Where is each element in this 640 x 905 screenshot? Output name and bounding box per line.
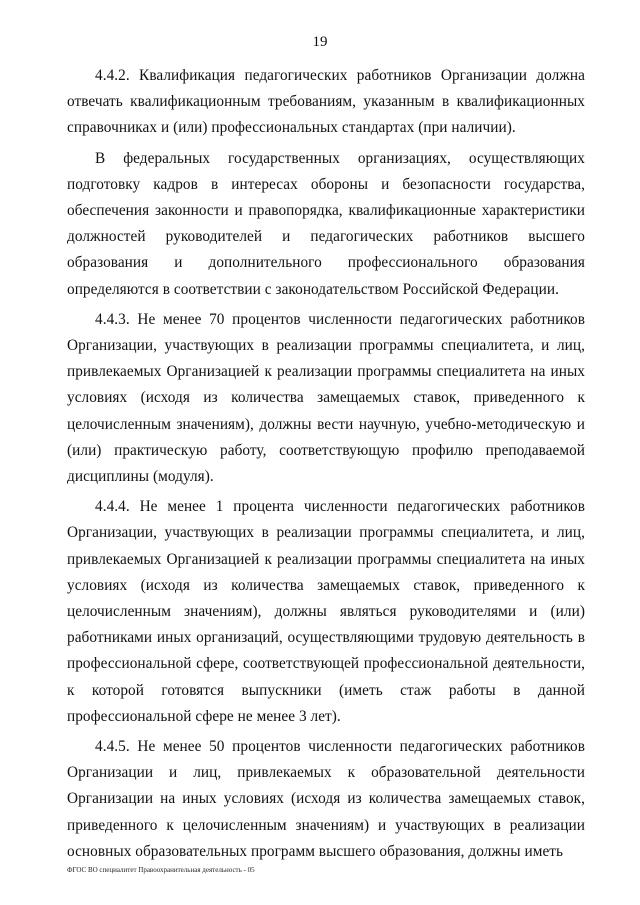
paragraph-4-4-5: 4.4.5. Не менее 50 процентов численности педагогических работников Организации и лиц, привлекаемых к образовательной деятельности Организации на иных условиях (исходя из количества замещаемых ставок, приведенного к целочисленным значениям) и участвующих в реализации основных образовательных программ высшего образования, должны иметь [67,738,585,860]
paragraph-federal-organizations: В федеральных государственных организациях, осуществляющих подготовку кадров в интересах обороны и безопасности государства, обеспечения законности и правопорядка, квалификационные характеристики должностей руководителей и педагогических работников высшего образования и дополнительного профессионального образования определяются в соответствии с законодательством Российской Федерации. [67,149,585,298]
paragraph-4-4-3: 4.4.3. Не менее 70 процентов численности педагогических работников Организации, участвующих в реализации программы специалитета, и лиц, привлекаемых Организацией к реализации программы специалитета на иных условиях (исходя из количества замещаемых ставок, приведенного к целочисленным значениям), должны вести научную, учебно-методическую и (или) практическую работу, соответствующую профилю преподаваемой дисциплины (модуля). [67,310,585,486]
page-footer: ФГОС ВО специалитет Правоохранительная деятельность - 05 [67,866,255,874]
page-number: 19 [312,34,328,50]
paragraph-4-4-2: 4.4.2. Квалификация педагогических работников Организации должна отвечать квалификационным требованиям, указанным в квалификационных справочниках и (или) профессиональных стандартах (при наличии). [67,67,585,137]
document-body [67,63,585,869]
paragraph-4-4-4: 4.4.4. Не менее 1 процента численности педагогических работников Организации, участвующих в реализации программы специалитета, и лиц, привлекаемых Организацией к реализации программы специалитета на иных условиях (исходя из количества замещаемых ставок, приведенного к целочисленным значениям), должны являться руководителями и (или) работниками иных организаций, осуществляющими трудовую деятельность в профессиональной сфере, соответствующей профессиональной деятельности, к которой готовятся выпускники (иметь стаж работы в данной профессиональной сфере не менее 3 лет). [67,498,585,725]
